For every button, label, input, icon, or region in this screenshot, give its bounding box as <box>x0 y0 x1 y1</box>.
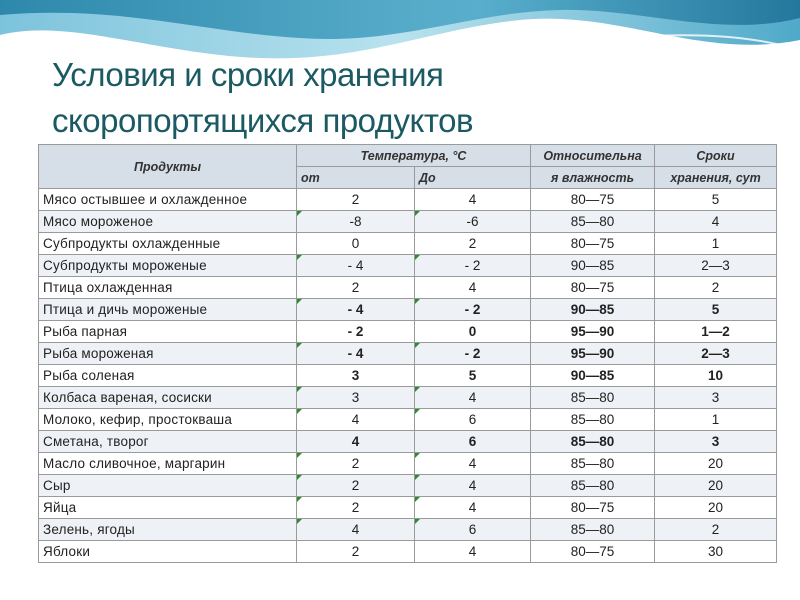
cell-temp-from: 2 <box>297 497 415 519</box>
cell-shelf-life: 2—3 <box>655 255 777 277</box>
page-title <box>52 52 752 144</box>
cell-shelf-life: 5 <box>655 189 777 211</box>
cell-temp-from: 4 <box>297 409 415 431</box>
cell-shelf-life: 10 <box>655 365 777 387</box>
cell-shelf-life: 2 <box>655 277 777 299</box>
table-row <box>39 497 777 519</box>
table-row <box>39 343 777 365</box>
cell-temp-from: 3 <box>297 365 415 387</box>
cell-shelf-life: 3 <box>655 431 777 453</box>
cell-shelf-life: 2 <box>655 519 777 541</box>
cell-product-name: Мясо мороженое <box>39 211 297 233</box>
cell-product-name: Рыба парная <box>39 321 297 343</box>
cell-product-name: Субпродукты охлажденные <box>39 233 297 255</box>
cell-shelf-life: 1 <box>655 233 777 255</box>
cell-temp-to: 6 <box>415 409 531 431</box>
table-row <box>39 211 777 233</box>
cell-product-name: Субпродукты мороженые <box>39 255 297 277</box>
cell-product-name: Рыба соленая <box>39 365 297 387</box>
cell-temp-from: 2 <box>297 541 415 563</box>
cell-shelf-life: 3 <box>655 387 777 409</box>
cell-temp-to: 4 <box>415 453 531 475</box>
table-row <box>39 409 777 431</box>
table-row <box>39 321 777 343</box>
cell-humidity: 85—80 <box>531 431 655 453</box>
table-row <box>39 277 777 299</box>
cell-temp-to: -6 <box>415 211 531 233</box>
cell-product-name: Зелень, ягоды <box>39 519 297 541</box>
cell-temp-from: 3 <box>297 387 415 409</box>
cell-temp-to: 6 <box>415 519 531 541</box>
cell-temp-to: - 2 <box>415 299 531 321</box>
table-row <box>39 299 777 321</box>
cell-temp-to: 5 <box>415 365 531 387</box>
cell-temp-to: 4 <box>415 497 531 519</box>
cell-shelf-life: 20 <box>655 475 777 497</box>
header-temperature: Температура, °С <box>297 145 531 167</box>
cell-temp-to: 4 <box>415 277 531 299</box>
cell-shelf-life: 4 <box>655 211 777 233</box>
cell-product-name: Мясо остывшее и охлажденное <box>39 189 297 211</box>
cell-temp-to: 4 <box>415 541 531 563</box>
cell-humidity: 90—85 <box>531 365 655 387</box>
cell-product-name: Сметана, творог <box>39 431 297 453</box>
cell-temp-to: 0 <box>415 321 531 343</box>
cell-temp-from: - 4 <box>297 255 415 277</box>
cell-product-name: Птица охлажденная <box>39 277 297 299</box>
cell-product-name: Сыр <box>39 475 297 497</box>
cell-temp-from: 2 <box>297 277 415 299</box>
cell-temp-from: - 4 <box>297 299 415 321</box>
cell-humidity: 85—80 <box>531 519 655 541</box>
header-products: Продукты <box>39 145 297 189</box>
table-row <box>39 189 777 211</box>
cell-temp-to: 2 <box>415 233 531 255</box>
table-row <box>39 387 777 409</box>
table-row <box>39 519 777 541</box>
cell-humidity: 90—85 <box>531 255 655 277</box>
cell-humidity: 85—80 <box>531 409 655 431</box>
header-shelf-life-2: хранения, сут <box>655 167 777 189</box>
table-row <box>39 453 777 475</box>
cell-temp-to: 4 <box>415 387 531 409</box>
table-row <box>39 431 777 453</box>
storage-conditions-table <box>38 144 777 563</box>
cell-product-name: Молоко, кефир, простокваша <box>39 409 297 431</box>
title-line-1: Условия и сроки хранения <box>52 56 444 93</box>
table-row <box>39 255 777 277</box>
cell-product-name: Рыба мороженая <box>39 343 297 365</box>
cell-temp-to: 6 <box>415 431 531 453</box>
header-humidity-2: я влажность <box>531 167 655 189</box>
table-row <box>39 365 777 387</box>
title-line-2: скоропортящихся продуктов <box>52 102 473 139</box>
cell-humidity: 80—75 <box>531 541 655 563</box>
cell-shelf-life: 30 <box>655 541 777 563</box>
cell-humidity: 95—90 <box>531 343 655 365</box>
cell-temp-from: 2 <box>297 475 415 497</box>
cell-shelf-life: 2—3 <box>655 343 777 365</box>
header-shelf-life-1: Сроки <box>655 145 777 167</box>
cell-shelf-life: 20 <box>655 497 777 519</box>
cell-temp-from: 4 <box>297 519 415 541</box>
header-temp-from: от <box>297 167 415 189</box>
cell-humidity: 85—80 <box>531 387 655 409</box>
cell-humidity: 85—80 <box>531 475 655 497</box>
cell-humidity: 80—75 <box>531 497 655 519</box>
table-row <box>39 541 777 563</box>
cell-humidity: 95—90 <box>531 321 655 343</box>
cell-temp-from: 4 <box>297 431 415 453</box>
cell-shelf-life: 1 <box>655 409 777 431</box>
cell-product-name: Яйца <box>39 497 297 519</box>
header-humidity-1: Относительна <box>531 145 655 167</box>
table-row <box>39 475 777 497</box>
table-row <box>39 233 777 255</box>
cell-product-name: Колбаса вареная, сосиски <box>39 387 297 409</box>
cell-shelf-life: 20 <box>655 453 777 475</box>
cell-temp-from: 0 <box>297 233 415 255</box>
cell-temp-from: - 4 <box>297 343 415 365</box>
cell-temp-from: - 2 <box>297 321 415 343</box>
cell-humidity: 85—80 <box>531 453 655 475</box>
cell-humidity: 80—75 <box>531 277 655 299</box>
cell-humidity: 80—75 <box>531 189 655 211</box>
cell-temp-to: 4 <box>415 475 531 497</box>
cell-product-name: Масло сливочное, маргарин <box>39 453 297 475</box>
cell-product-name: Птица и дичь мороженые <box>39 299 297 321</box>
cell-shelf-life: 5 <box>655 299 777 321</box>
header-temp-to: До <box>415 167 531 189</box>
cell-product-name: Яблоки <box>39 541 297 563</box>
cell-humidity: 80—75 <box>531 233 655 255</box>
cell-temp-from: -8 <box>297 211 415 233</box>
cell-humidity: 85—80 <box>531 211 655 233</box>
cell-temp-to: 4 <box>415 189 531 211</box>
cell-temp-from: 2 <box>297 453 415 475</box>
cell-humidity: 90—85 <box>531 299 655 321</box>
cell-temp-to: - 2 <box>415 343 531 365</box>
cell-temp-to: - 2 <box>415 255 531 277</box>
cell-shelf-life: 1—2 <box>655 321 777 343</box>
cell-temp-from: 2 <box>297 189 415 211</box>
